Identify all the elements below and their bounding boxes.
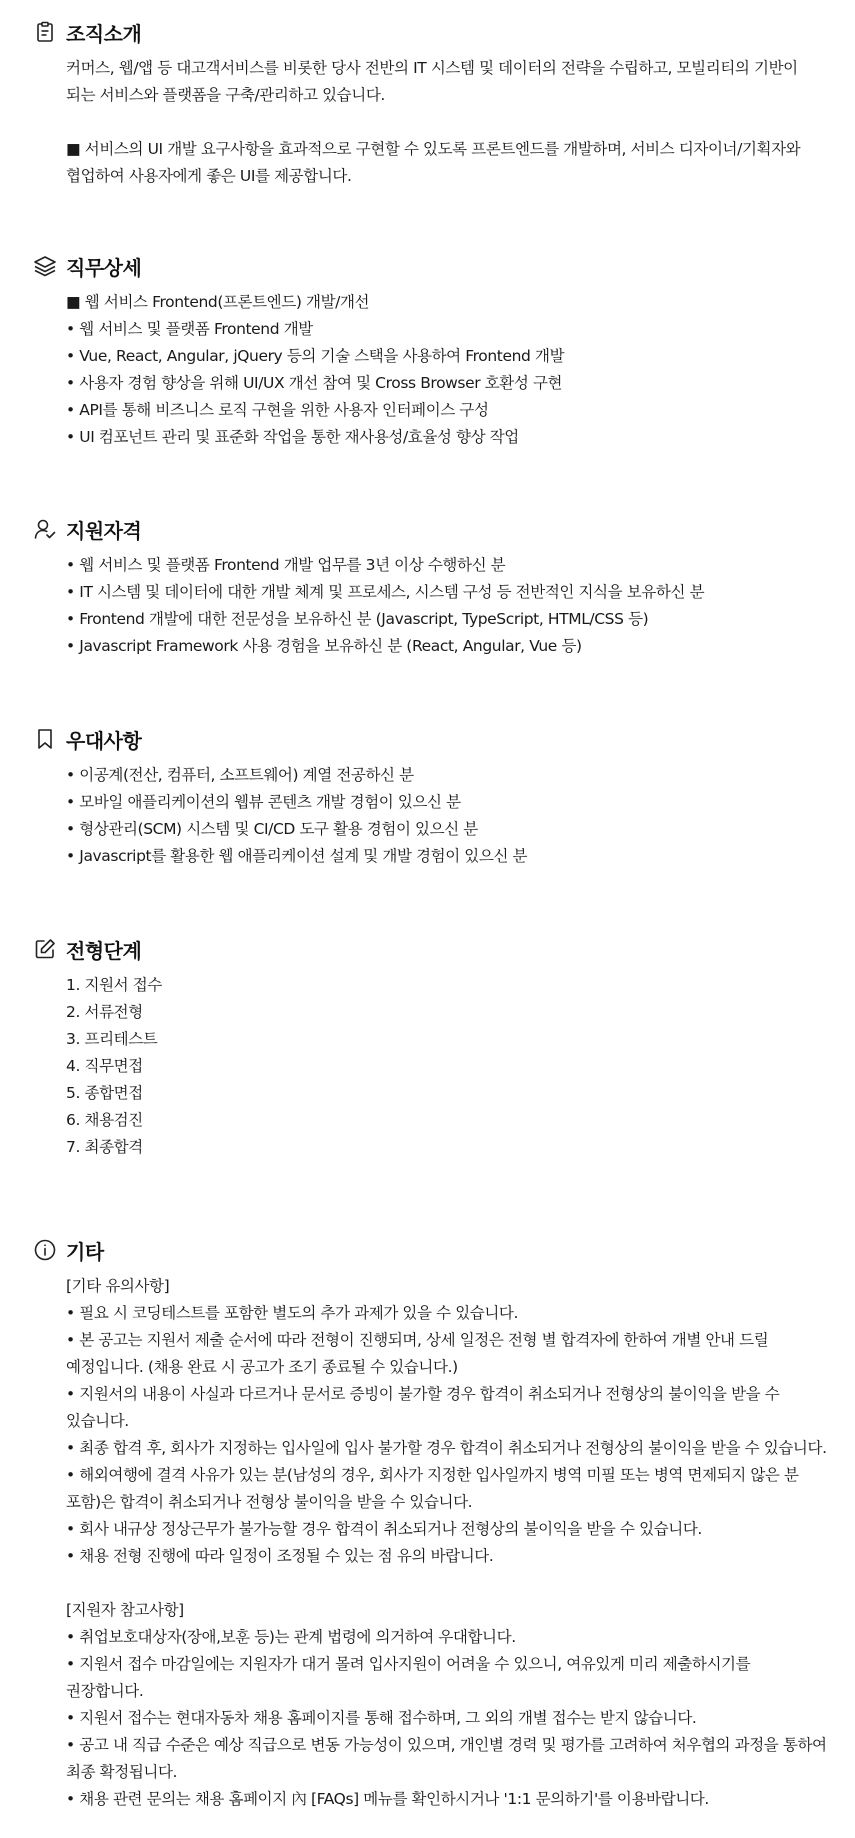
- section-title: 전형단계: [66, 938, 142, 963]
- list-item: • 본 공고는 지원서 제출 순서에 따라 전형이 진행되며, 상세 일정은 전형 별 합격자에 한하여 개별 안내 드릴: [66, 1331, 769, 1349]
- list-item: 5. 종합면접: [66, 1084, 143, 1102]
- section-title: 우대사항: [66, 728, 142, 753]
- section-body: [66, 552, 836, 660]
- list-item: • 지원서의 내용이 사실과 다르거나 문서로 증빙이 불가할 경우 합격이 취소되거나 전형상의 불이익을 받을 수: [66, 1385, 780, 1403]
- text-line: 포함)은 합격이 취소되거나 전형상 불이익을 받을 수 있습니다.: [66, 1493, 473, 1511]
- text-line: [지원자 참고사항]: [66, 1601, 184, 1619]
- list-item: • IT 시스템 및 데이터에 대한 개발 체계 및 프로세스, 시스템 구성 등 전반적인 지식을 보유하신 분: [66, 583, 705, 601]
- section-heading: [32, 725, 141, 753]
- list-item: • 모바일 애플리케이션의 웹뷰 콘텐츠 개발 경험이 있으신 분: [66, 793, 461, 811]
- edit-icon: [32, 936, 58, 962]
- list-item: • Javascript Framework 사용 경험을 보유하신 분 (React, Angular, Vue 등): [66, 637, 582, 655]
- text-line: ■ 웹 서비스 Frontend(프론트엔드) 개발/개선: [66, 293, 370, 311]
- list-item: • 최종 합격 후, 회사가 지정하는 입사일에 입사 불가할 경우 합격이 취소되거나 전형상의 불이익을 받을 수 있습니다.: [66, 1439, 827, 1457]
- clipboard-icon: [32, 19, 58, 45]
- section-heading: [32, 252, 141, 280]
- user-check-icon: [32, 516, 58, 542]
- list-item: • 지원서 접수 마감일에는 지원자가 대거 몰려 입사지원이 어려울 수 있으니, 여유있게 미리 제출하시기를: [66, 1655, 751, 1673]
- list-item: • 회사 내규상 정상근무가 불가능할 경우 합격이 취소되거나 전형상의 불이익을 받을 수 있습니다.: [66, 1520, 702, 1538]
- section-title: 조직소개: [66, 21, 142, 46]
- list-item: 3. 프리테스트: [66, 1030, 158, 1048]
- section-title: 직무상세: [66, 255, 142, 280]
- text-line: [66, 1570, 836, 1597]
- section-heading: [32, 515, 141, 543]
- list-item: • 필요 시 코딩테스트를 포함한 별도의 추가 과제가 있을 수 있습니다.: [66, 1304, 519, 1322]
- section-heading: [32, 1236, 104, 1264]
- section-body: [66, 762, 836, 870]
- list-item: • 해외여행에 결격 사유가 있는 분(남성의 경우, 회사가 지정한 입사일까지 병역 미필 또는 병역 면제되지 않은 분: [66, 1466, 799, 1484]
- list-item: • UI 컴포넌트 관리 및 표준화 작업을 통한 재사용성/효율성 향상 작업: [66, 428, 519, 446]
- list-item: • 채용 전형 진행에 따라 일정이 조정될 수 있는 점 유의 바랍니다.: [66, 1547, 494, 1565]
- list-item: • 취업보호대상자(장애,보훈 등)는 관계 법령에 의거하여 우대합니다.: [66, 1628, 516, 1646]
- text-line: 되는 서비스와 플랫폼을 구축/관리하고 있습니다.: [66, 86, 385, 104]
- list-item: • 웹 서비스 및 플랫폼 Frontend 개발 업무를 3년 이상 수행하신 분: [66, 556, 506, 574]
- list-item: • Vue, React, Angular, jQuery 등의 기술 스택을 사용하여 Frontend 개발: [66, 347, 565, 365]
- list-item: • 형상관리(SCM) 시스템 및 CI/CD 도구 활용 경험이 있으신 분: [66, 820, 478, 838]
- list-item: • 지원서 접수는 현대자동차 채용 홈페이지를 통해 접수하며, 그 외의 개별 접수는 받지 않습니다.: [66, 1709, 697, 1727]
- text-line: 커머스, 웹/앱 등 대고객서비스를 비롯한 당사 전반의 IT 시스템 및 데이터의 전략을 수립하고, 모빌리티의 기반이: [66, 59, 798, 77]
- list-item: 1. 지원서 접수: [66, 976, 162, 994]
- list-item: 6. 채용검진: [66, 1111, 143, 1129]
- section-body: [66, 55, 836, 190]
- list-item: • Javascript를 활용한 웹 애플리케이션 설계 및 개발 경험이 있으신 분: [66, 847, 528, 865]
- list-item: • 웹 서비스 및 플랫폼 Frontend 개발: [66, 320, 313, 338]
- text-line: 권장합니다.: [66, 1682, 144, 1700]
- list-item: • 채용 관련 문의는 채용 홈페이지 內 [FAQs] 메뉴를 확인하시거나 '1:1 문의하기'를 이용바랍니다.: [66, 1790, 709, 1808]
- section-body: [66, 972, 836, 1161]
- section-title: 기타: [66, 1239, 104, 1264]
- info-icon: [32, 1237, 58, 1263]
- bookmark-icon: [32, 726, 58, 752]
- list-item: 4. 직무면접: [66, 1057, 143, 1075]
- list-item: 7. 최종합격: [66, 1138, 143, 1156]
- text-line: 있습니다.: [66, 1412, 129, 1430]
- section-body: [66, 289, 836, 451]
- layers-icon: [32, 253, 58, 279]
- text-line: [기타 유의사항]: [66, 1277, 170, 1295]
- list-item: • API를 통해 비즈니스 로직 구현을 위한 사용자 인터페이스 구성: [66, 401, 489, 419]
- list-item: • 이공계(전산, 컴퓨터, 소프트웨어) 계열 전공하신 분: [66, 766, 414, 784]
- text-line: 협업하여 사용자에게 좋은 UI를 제공합니다.: [66, 167, 352, 185]
- section-title: 지원자격: [66, 518, 142, 543]
- text-line: 최종 확정됩니다.: [66, 1763, 178, 1781]
- text-line: 예정입니다. (채용 완료 시 공고가 조기 종료될 수 있습니다.): [66, 1358, 458, 1376]
- list-item: • 사용자 경험 향상을 위해 UI/UX 개선 참여 및 Cross Browser 호환성 구현: [66, 374, 563, 392]
- section-body: [66, 1273, 836, 1813]
- section-heading: [32, 935, 141, 963]
- text-line: ■ 서비스의 UI 개발 요구사항을 효과적으로 구현할 수 있도록 프론트엔드를 개발하며, 서비스 디자이너/기획자와: [66, 140, 801, 158]
- section-heading: [32, 18, 141, 46]
- list-item: • 공고 내 직급 수준은 예상 직급으로 변동 가능성이 있으며, 개인별 경력 및 평가를 고려하여 처우협의 과정을 통하여: [66, 1736, 827, 1754]
- text-line: [66, 109, 836, 136]
- list-item: 2. 서류전형: [66, 1003, 143, 1021]
- list-item: • Frontend 개발에 대한 전문성을 보유하신 분 (Javascript, TypeScript, HTML/CSS 등): [66, 610, 649, 628]
